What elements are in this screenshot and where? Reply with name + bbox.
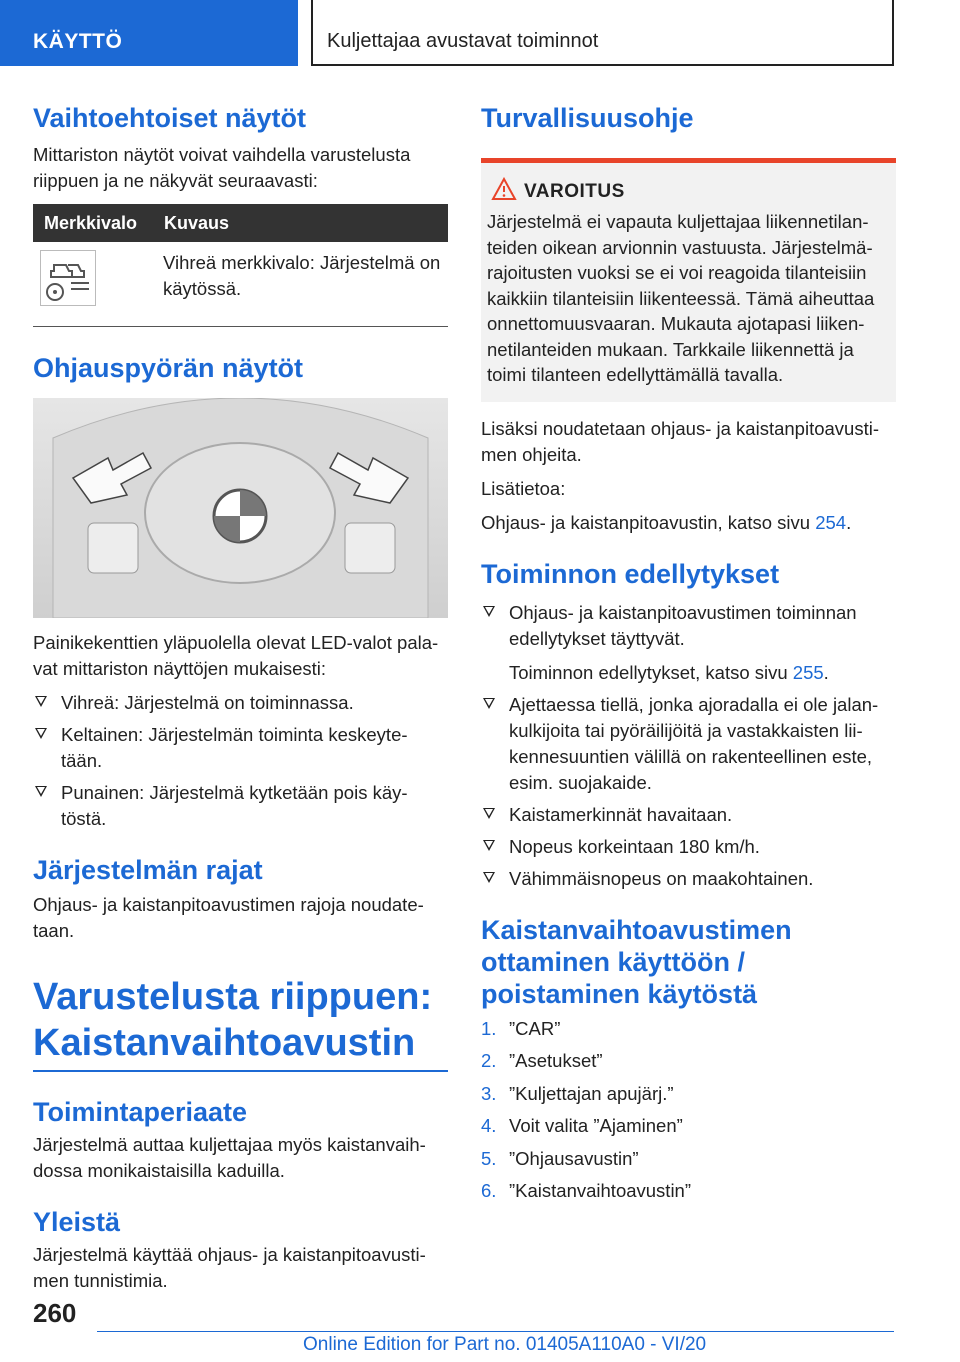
heading-toggle-3: poistaminen käytöstä	[481, 978, 758, 1009]
requirements-list	[481, 600, 896, 892]
step-number: 4.	[481, 1115, 497, 1136]
list-item: 5. ”Ohjausavustin”	[481, 1146, 896, 1172]
heading-equipment-dependent: Varustelusta riippuen:	[33, 976, 433, 1018]
paragraph-system-limits: Ohjaus- ja kaistanpitoavustimen rajoja noudate-taan.	[33, 894, 424, 941]
steering-wheel-illustration	[33, 398, 448, 618]
page-link[interactable]: 255	[792, 661, 824, 683]
paragraph-wheel-leds: Painikekenttien yläpuolella olevat LED-valot pala-vat mittariston näyttöjen mukaisesti:	[33, 632, 439, 679]
list-item: 4. Voit valita ”Ajaminen”	[481, 1113, 896, 1139]
list-item: Vihreä: Järjestelmä on toiminnassa.	[33, 690, 448, 716]
warning-box	[481, 158, 896, 402]
step-number: 2.	[481, 1050, 497, 1071]
paragraph-info-label: Lisätietoa:	[481, 477, 566, 499]
step-number: 1.	[481, 1017, 497, 1039]
table-cell-icon	[33, 242, 153, 310]
list-item: Nopeus korkeintaan 180 km/h.	[481, 834, 896, 860]
list-item: Keltainen: Järjestelmän toiminta keskeyte-tään.	[33, 722, 448, 774]
triangle-bullet-icon	[483, 808, 495, 819]
step-number: 3.	[481, 1082, 497, 1104]
paragraph-note: Lisäksi noudatetaan ohjaus- ja kaistanpitoavusti-men ohjeita.	[481, 417, 879, 465]
warning-text: Järjestelmä ei vapauta kuljettajaa liikennetilan-teiden oikean arvionnin vastuusta. Järjestelmä-rajoitusten vuoksi se ei voi reagoida tilanteisiin kaikkiin tilanteisiin liikenteessä. Tämä aiheuttaa onnettomuusvaaran. Mukauta ajotapasi liiken-netilanteiden mukaan. Tarkkaile liikennettä ja toimi tilanteen edellyttämällä tavalla.	[487, 211, 875, 385]
heading-requirements: Toiminnon edellytykset	[481, 558, 780, 589]
step-number: 5.	[481, 1147, 497, 1169]
section-tab: KÄYTTÖ	[0, 0, 298, 66]
heading-toggle-2: ottaminen käyttöön /	[481, 946, 746, 977]
triangle-bullet-icon	[483, 872, 495, 883]
chapter-title: Kuljettajaa avustavat toiminnot	[311, 0, 894, 66]
list-item: Vähimmäisnopeus on maakohtainen.	[481, 866, 896, 892]
paragraph-principle: Järjestelmä auttaa kuljettajaa myös kaistanvaih-dossa monikaistaisilla kaduilla.	[33, 1134, 426, 1181]
triangle-bullet-icon	[483, 698, 495, 709]
triangle-bullet-icon	[35, 786, 47, 797]
steps-list	[481, 1016, 896, 1205]
heading-toggle-1: Kaistanvaihtoavustimen	[481, 914, 792, 945]
warning-triangle-icon	[491, 177, 517, 201]
table-header-description: Kuvaus	[153, 204, 448, 242]
footer-rule	[97, 1331, 894, 1332]
list-item: Kaistamerkinnät havaitaan.	[481, 802, 896, 828]
right-column	[481, 102, 896, 1211]
list-item: Ajettaessa tiellä, jonka ajoradalla ei ole jalan-kulkijoita tai pyöräilijöitä ja vastakkaisten lii-kennesuuntien välillä on rakenteellinen este, esim. suojakaide.	[481, 692, 896, 796]
list-item: Ohjaus- ja kaistanpitoavustimen toiminnan edellytykset täyttyvät. Toiminnon edellytykset, katso sivu 255.	[481, 600, 896, 686]
list-item: 2. ”Asetukset”	[481, 1048, 896, 1074]
page-number: 260	[33, 1298, 77, 1328]
table-row	[33, 242, 448, 310]
step-number: 6.	[481, 1180, 497, 1201]
heading-rule	[33, 1070, 448, 1072]
list-item: Punainen: Järjestelmä kytketään pois käy-töstä.	[33, 780, 448, 832]
lane-assist-car-steering-icon	[40, 250, 96, 306]
paragraph-reference: Ohjaus- ja kaistanpitoavustin, katso sivu 254.	[481, 511, 852, 533]
list-item: 1. ”CAR”	[481, 1016, 896, 1042]
left-column	[33, 102, 448, 1294]
paragraph-alt-displays: Mittariston näytöt voivat vaihdella varustelusta riippuen ja ne näkyvät seuraavasti:	[33, 144, 411, 191]
table-header-indicator: Merkkivalo	[33, 204, 153, 242]
paragraph-general: Järjestelmä käyttää ohjaus- ja kaistanpitoavusti-men tunnistimia.	[33, 1244, 426, 1291]
wheel-led-list	[33, 690, 448, 832]
table-cell-description: Vihreä merkkivalo: Järjestelmä on käytössä.	[163, 252, 441, 299]
heading-safety: Turvallisuusohje	[481, 103, 694, 133]
heading-alt-displays: Vaihtoehtoiset näytöt	[33, 103, 307, 133]
triangle-bullet-icon	[35, 728, 47, 739]
warning-title: VAROITUS	[524, 181, 884, 203]
triangle-bullet-icon	[35, 696, 47, 707]
footer-edition: Online Edition for Part no. 01405A110A0 - VI/20	[303, 1334, 707, 1355]
list-item: 6. ”Kaistanvaihtoavustin”	[481, 1178, 896, 1204]
heading-general: Yleistä	[33, 1207, 121, 1237]
triangle-bullet-icon	[483, 606, 495, 617]
page-link[interactable]: 254	[815, 511, 847, 533]
list-item: 3. ”Kuljettajan apujärj.”	[481, 1081, 896, 1107]
indicator-table	[33, 204, 448, 310]
triangle-bullet-icon	[483, 840, 495, 851]
heading-lane-change-assistant: Kaistanvaihtoavustin	[33, 1022, 416, 1064]
divider	[33, 326, 448, 327]
heading-principle: Toimintaperiaate	[33, 1097, 248, 1127]
heading-system-limits: Järjestelmän rajat	[33, 855, 263, 885]
requirement-reference: Toiminnon edellytykset, katso sivu 255.	[509, 661, 829, 683]
heading-wheel-displays: Ohjauspyörän näytöt	[33, 353, 304, 383]
